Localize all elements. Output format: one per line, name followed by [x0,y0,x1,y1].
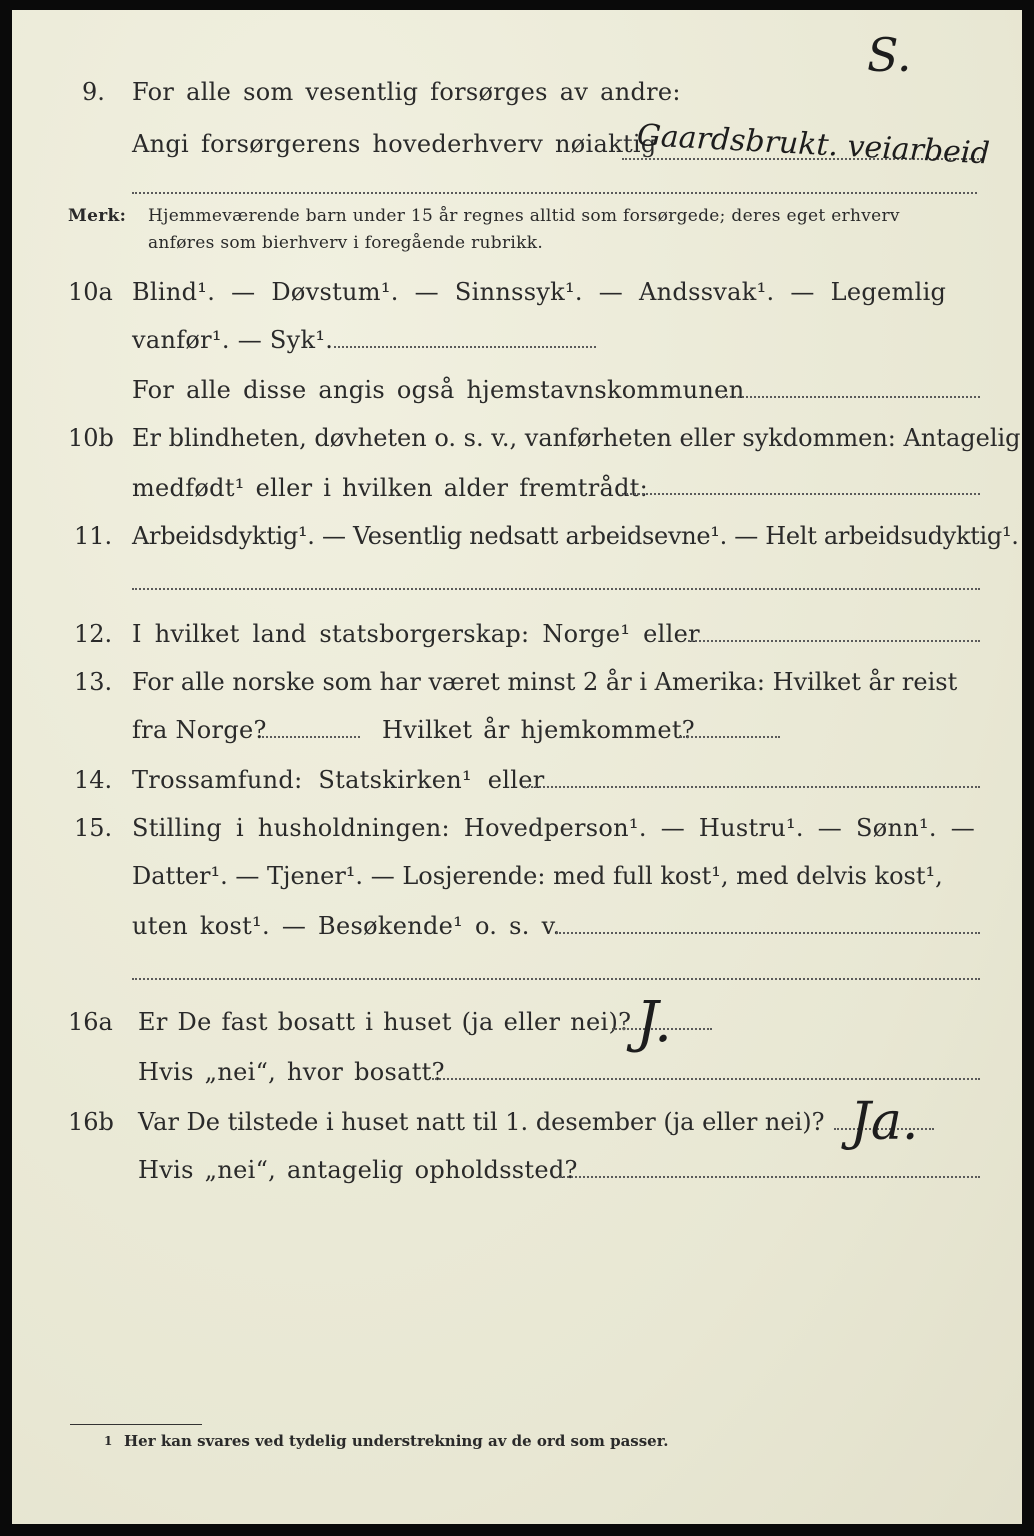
q9-line1: For alle som vesentlig forsørges av andre: [132,78,681,106]
q12-line1: I hvilket land statsborgerskap: Norge¹ eller [132,620,700,648]
q10a-syk-line [334,346,596,348]
merk-line1: Hjemmeværende barn under 15 år regnes alltid som forsørgede; deres eget erhverv [148,206,900,226]
q15-number: 15. [74,814,113,842]
q10a-number: 10a [68,278,113,306]
footnote-rule [70,1424,202,1425]
q11-blank-line [132,588,980,590]
q9-line2: Angi forsørgerens hovederhverv nøiaktig [132,130,657,158]
q14-line1: Trossamfund: Statskirken¹ eller [132,766,545,794]
q10b-number: 10b [68,424,114,452]
q10b-line2: medfødt¹ eller i hvilken alder fremtrådt: [132,474,649,502]
q14-number: 14. [74,766,113,794]
q10a-line1: Blind¹. — Døvstum¹. — Sinnssyk¹. — Andssvak¹. — Legemlig [132,278,947,306]
q10a-line3: For alle disse angis også hjemstavnskommunen [132,376,745,404]
q11-line1: Arbeidsdyktig¹. — Vesentlig nedsatt arbeidsevne¹. — Helt arbeidsudyktig¹. [132,522,1019,550]
q11-number: 11. [74,522,113,550]
q10a-line2: vanfør¹. — Syk¹. [132,326,334,354]
q9-blank-line [132,192,977,194]
q12-number: 12. [74,620,113,648]
q13-hjemkommet-line [680,736,780,738]
q15-blank-line [132,978,980,980]
q16a-bosatt-line [432,1078,980,1080]
q16a-number: 16a [68,1008,113,1036]
q10b-alder-line [622,493,980,495]
q13-line2a: fra Norge? [132,716,267,744]
footnote-mark: 1 [104,1434,113,1448]
q16b-opholdssted-line [560,1176,980,1178]
q15-line1: Stilling i husholdningen: Hovedperson¹. — Hustru¹. — Sønn¹. — [132,814,976,842]
q16a-line1: Er De fast bosatt i huset (ja eller nei)? [138,1008,632,1036]
q14-trossamfund-line [524,786,980,788]
merk-label: Merk: [68,206,127,226]
q13-reist-line [262,736,360,738]
census-form-page [12,10,1022,1524]
q13-line2b: Hvilket år hjemkommet? [382,716,695,744]
q16b-line1: Var De tilstede i huset natt til 1. desember (ja eller nei)? [138,1108,825,1136]
q16b-line2: Hvis „nei“, antagelig opholdssted? [138,1156,578,1184]
q15-line3: uten kost¹. — Besøkende¹ o. s. v. [132,912,561,940]
q12-land-line [688,640,980,642]
handwritten-mark: S. [867,28,912,82]
q15-besokende-line [556,932,980,934]
footnote-text: Her kan svares ved tydelig understrekning av de ord som passer. [124,1432,669,1450]
q10a-kommune-line [718,396,980,398]
q9-number: 9. [82,78,105,106]
q15-line2: Datter¹. — Tjener¹. — Losjerende: med full kost¹, med delvis kost¹, [132,862,943,890]
merk-line2: anføres som bierhverv i foregående rubrikk. [148,233,544,253]
q13-line1: For alle norske som har været minst 2 år i Amerika: Hvilket år reist [132,668,958,696]
q9-handwritten-answer: Gaardsbrukt. veiarbeid [636,118,991,172]
q16a-line2: Hvis „nei“, hvor bosatt? [138,1058,445,1086]
q16b-handwritten-answer: Ja. [850,1092,919,1152]
q10b-line1: Er blindheten, døvheten o. s. v., vanførheten eller sykdommen: Antagelig [132,424,1021,452]
q16b-number: 16b [68,1108,114,1136]
q13-number: 13. [74,668,113,696]
q16a-handwritten-answer: J. [636,990,672,1055]
